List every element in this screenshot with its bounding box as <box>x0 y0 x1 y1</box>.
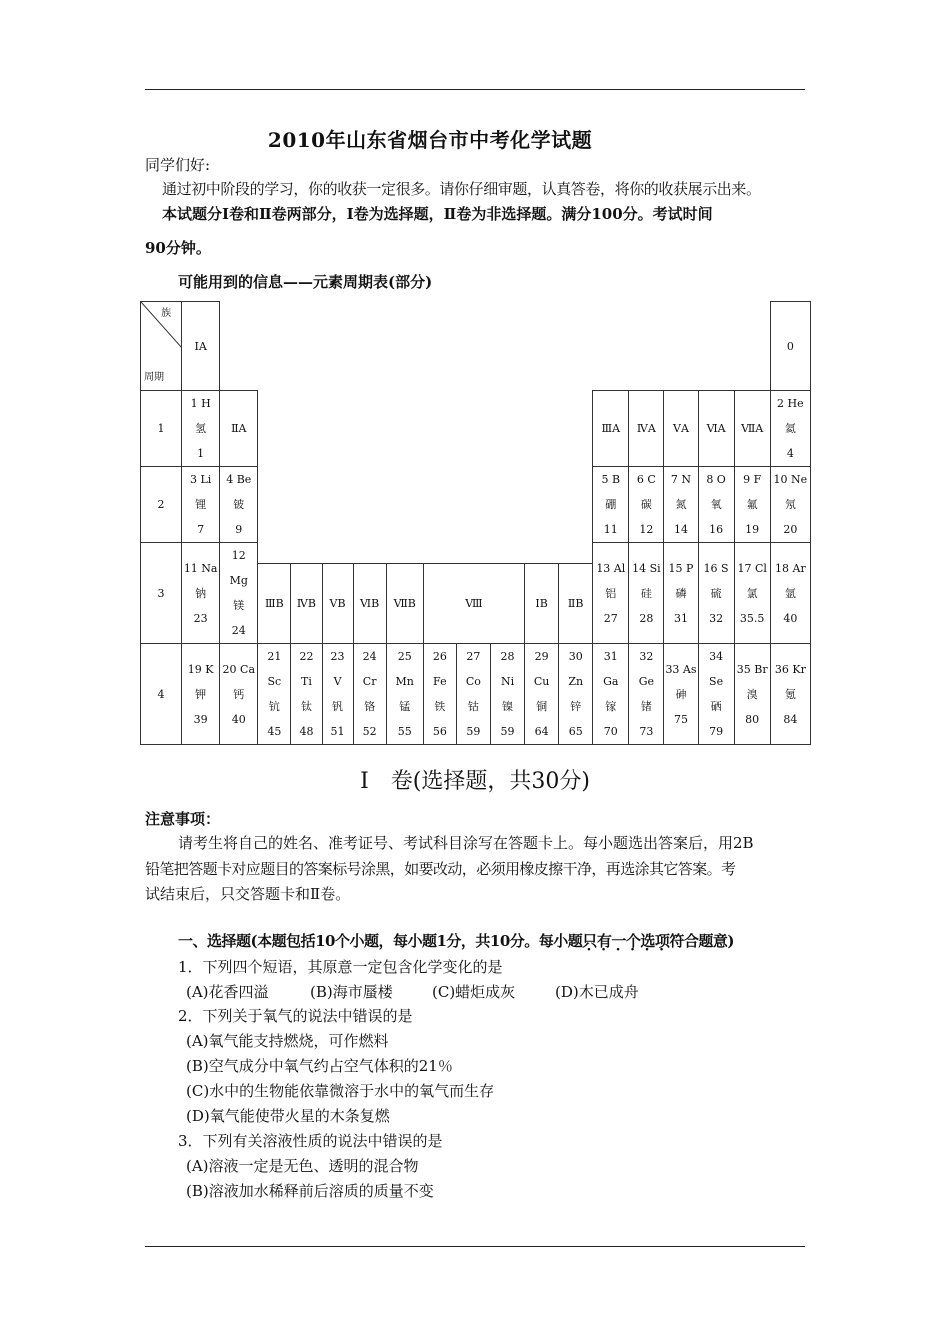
period-label-3: 3 <box>141 543 182 644</box>
page-title: 2010年山东省烟台市中考化学试题 <box>267 128 593 152</box>
element-cell: 17 Cl 氯 35.5 <box>734 543 770 644</box>
emphasis-char: 选 <box>640 932 655 950</box>
element-cell: 16 S 硫 32 <box>698 543 734 644</box>
element-cell: 11 Na 钠 23 <box>182 543 220 644</box>
element-cell: 25 Mn 锰 55 <box>386 644 423 745</box>
notice-title: 注意事项： <box>145 810 221 828</box>
footer-rule <box>145 1246 805 1247</box>
group-header-IIB: ⅡB <box>559 564 593 644</box>
element-cell: 19 K 钾 39 <box>182 644 220 745</box>
corner-cell <box>141 302 182 391</box>
notice-line3: 试结束后，只交答题卡和Ⅱ卷。 <box>145 885 351 903</box>
q3-option-a: (A)溶液一定是无色、透明的混合物 <box>186 1157 419 1175</box>
greeting: 同学们好: <box>145 156 211 174</box>
emphasis-char: 项 <box>654 932 670 950</box>
element-cell: 14 Si 硅 28 <box>629 543 664 644</box>
group-header-VIB: ⅥB <box>353 564 386 644</box>
element-cell: 10 Ne 氖 20 <box>770 467 810 543</box>
element-cell: 9 F 氟 19 <box>734 467 770 543</box>
group-header-VA: ⅤA <box>664 391 698 467</box>
part1-suffix: 符合题意) <box>669 932 734 950</box>
element-cell: 4 Be 铍 9 <box>220 467 258 543</box>
element-cell: 5 B 硼 11 <box>593 467 629 543</box>
q2-option-c: (C)水中的生物能依靠微溶于水中的氧气而生存 <box>186 1082 495 1100</box>
element-cell: 3 Li 锂 7 <box>182 467 220 543</box>
q1-stem: 1．下列四个短语，其原意一定包含化学变化的是 <box>178 958 503 976</box>
group-header-VIIB: ⅦB <box>386 564 423 644</box>
group-header-VIII: Ⅷ <box>423 564 524 644</box>
element-cell: 28 Ni 镍 59 <box>490 644 524 745</box>
q1-option-c: (C)蜡炬成灰 <box>432 983 516 1001</box>
header-rule <box>145 89 805 90</box>
element-cell: 30 Zn 锌 65 <box>559 644 593 745</box>
period-label-2: 2 <box>141 467 182 543</box>
element-cell: 7 N 氮 14 <box>664 467 698 543</box>
section-title: Ⅰ 卷(选择题，共30分) <box>360 769 590 794</box>
emphasis-char: 个 <box>625 932 641 950</box>
group-header-IIA: ⅡA <box>220 391 258 467</box>
element-cell: 22 Ti 钛 48 <box>291 644 322 745</box>
element-cell: 1 H 氢 1 <box>182 391 220 467</box>
element-cell: 21 Sc 钪 45 <box>258 644 291 745</box>
group-header-VIIA: ⅦA <box>734 391 770 467</box>
q1-option-a: (A)花香四溢 <box>186 983 269 1001</box>
group-header-VIA: ⅥA <box>698 391 734 467</box>
element-cell: 20 Ca 钙 40 <box>220 644 258 745</box>
element-cell: 6 C 碳 12 <box>629 467 664 543</box>
periodic-table <box>140 301 811 745</box>
element-cell: 34 Se 硒 79 <box>698 644 734 745</box>
group-header-IIIB: ⅢB <box>258 564 291 644</box>
element-cell: 23 V 钒 51 <box>322 644 353 745</box>
part1-heading <box>178 930 734 951</box>
emphasis-char: 只 <box>582 932 597 950</box>
element-cell: 32 Ge 锗 73 <box>629 644 664 745</box>
part1-prefix: 一、选择题(本题包括10个小题，每小题1分，共10分。每小题 <box>178 932 583 950</box>
group-header-IA: ⅠA <box>182 302 220 391</box>
notice-line1: 请考生将自己的姓名、准考证号、考试科目涂写在答题卡上。每小题选出答案后，用2B <box>178 834 754 852</box>
element-cell: 15 P 磷 31 <box>664 543 698 644</box>
element-cell: 29 Cu 铜 64 <box>525 644 559 745</box>
q3-stem: 3．下列有关溶液性质的说法中错误的是 <box>178 1132 443 1150</box>
period-label-4: 4 <box>141 644 182 745</box>
element-cell: 27 Co 钴 59 <box>456 644 490 745</box>
element-cell: 18 Ar 氩 40 <box>770 543 810 644</box>
element-cell: 33 As 砷 75 <box>664 644 698 745</box>
q2-option-b: (B)空气成分中氧气约占空气体积的21％ <box>186 1057 453 1075</box>
element-cell: 12 Mg 镁 24 <box>220 543 258 644</box>
q3-option-b: (B)溶液加水稀释前后溶质的质量不变 <box>186 1182 434 1200</box>
group-header-IVA: ⅣA <box>629 391 664 467</box>
intro-text: 通过初中阶段的学习，你的收获一定很多。请你仔细审题，认真答卷，将你的收获展示出来。 <box>162 180 761 198</box>
q1-option-d: (D)木已成舟 <box>555 983 639 1001</box>
group-header-VB: ⅤB <box>322 564 353 644</box>
element-cell: 13 Al 铝 27 <box>593 543 629 644</box>
group-header-IIIA: ⅢA <box>593 391 629 467</box>
group-header-IB: ⅠB <box>525 564 559 644</box>
emphasis-char: 一 <box>611 932 626 950</box>
element-cell: 36 Kr 氪 84 <box>770 644 810 745</box>
element-cell: 35 Br 溴 80 <box>734 644 770 745</box>
element-cell: 2 He 氦 4 <box>770 391 810 467</box>
table-caption: 可能用到的信息——元素周期表(部分) <box>178 273 433 291</box>
q2-option-a: (A)氧气能支持燃烧，可作燃料 <box>186 1032 389 1050</box>
corner-group-label: 族 <box>161 308 172 319</box>
element-cell: 31 Ga 镓 70 <box>593 644 629 745</box>
element-cell: 8 O 氧 16 <box>698 467 734 543</box>
element-cell: 26 Fe 铁 56 <box>423 644 456 745</box>
q2-stem: 2．下列关于氧气的说法中错误的是 <box>178 1007 413 1025</box>
corner-period-label: 周期 <box>144 372 164 383</box>
q1-option-b: (B)海市蜃楼 <box>310 983 393 1001</box>
element-cell: 24 Cr 铬 52 <box>353 644 386 745</box>
exam-note-line2: 90分钟。 <box>145 239 211 257</box>
group-header-0: 0 <box>770 302 810 391</box>
q2-option-d: (D)氧气能使带火星的木条复燃 <box>186 1107 390 1125</box>
exam-note-line1: 本试题分Ⅰ卷和Ⅱ卷两部分，Ⅰ卷为选择题，Ⅱ卷为非选择题。满分100分。考试时间 <box>162 205 713 223</box>
period-label-1: 1 <box>141 391 182 467</box>
emphasis-char: 有 <box>596 932 612 950</box>
group-header-IVB: ⅣB <box>291 564 322 644</box>
notice-line2: 铅笔把答题卡对应题目的答案标号涂黑，如要改动，必须用橡皮擦干净，再选涂其它答案。考 <box>145 860 736 878</box>
